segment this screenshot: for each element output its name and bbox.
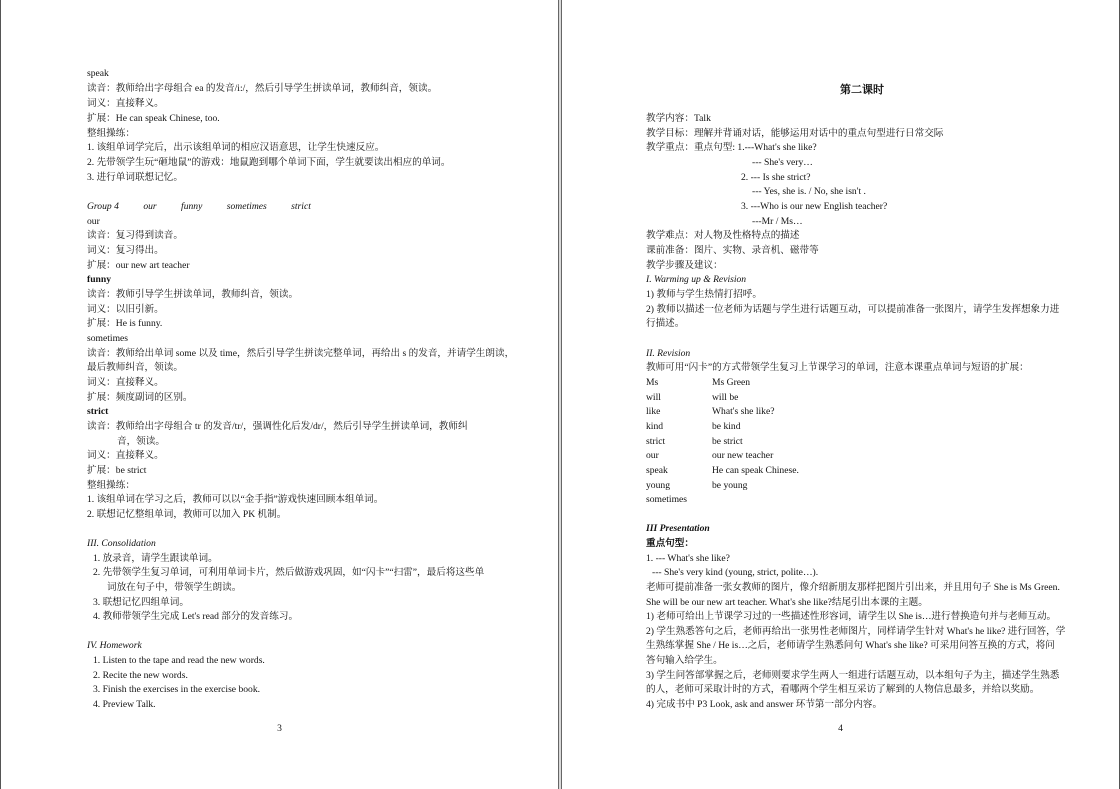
group4-word: sometimes [226,201,267,212]
list-item: 1. 放录音，请学生跟读单词。 [93,553,218,564]
revision-heading: II. Revision [646,348,691,359]
consolidation-heading: III. Consolidation [87,538,156,549]
list-item: 词放在句子中，带领学生朗读。 [107,582,242,593]
text-line: 答句输入给学生。 [646,655,723,666]
phrase-cell: our new teacher [712,450,774,461]
word-cell: young [646,480,670,491]
text-line: --- She's very… [752,157,813,168]
page-number: 4 [838,723,843,734]
text-line: 教师可用“闪卡”的方式带领学生复习上节课学习的单词，注意本课重点单词与短语的扩展： [646,362,1029,373]
table-row [646,421,741,433]
text-line: 最后教师纠音，领读。 [87,362,183,373]
word-cell: sometimes [646,494,688,505]
text-line: --- Yes, she is. / No, she isn't . [752,186,866,197]
text-line: 读音：教师给出字母组合 ea 的发音/i:/，然后引导学生拼读单词，教师纠音，领读。 [87,83,438,94]
text-line: 词义：直接释义。 [87,377,164,388]
word-our: our [87,216,100,227]
text-line: 2. 先带领学生玩“砸地鼠”的游戏：地鼠跑到哪个单词下面，学生就要读出相应的单词。 [87,157,451,168]
text-line: 的人，老师可采取计时的方式，看哪两个学生相互采访了解到的人物信息最多，并给以奖励。 [646,684,1040,695]
phrase-cell: be young [712,480,748,491]
table-row [646,450,773,462]
text-line: 2) 学生熟悉答句之后，老师再给出一张男性老师图片，同样请学生针对 What's he like? 进行回答，学 [646,626,1066,637]
phrase-cell: Ms Green [712,377,751,388]
word-funny: funny [87,274,111,285]
phrase-cell: What's she like? [712,406,775,417]
homework-heading: IV. Homework [87,640,142,651]
text-line: --- She's very kind (young, strict, polite…). [652,567,819,578]
text-line: 整组操练： [87,480,135,491]
presentation-heading: III Presentation [646,523,710,534]
table-row [646,392,738,404]
table-row [646,480,747,492]
text-line: 1. 该组单词在学习之后，教师可以以“金手指”游戏快速回顾本组单词。 [87,494,384,505]
text-line: 1. --- What's she like? [646,553,730,564]
phrase-cell: be kind [712,421,741,432]
word-cell: kind [646,421,664,432]
text-line: 2. --- Is she strict? [741,172,811,183]
text-line: 2) 教师以描述一位老师为话题与学生进行话题互动，可以提前准备一张图片，请学生发挥想象力进 [646,304,1060,315]
page-4 [562,0,1120,789]
text-line: 课前准备：图片、实物、录音机、磁带等 [646,245,819,256]
word-cell: Ms [646,377,659,388]
list-item: 1. Listen to the tape and read the new words. [93,655,265,666]
text-line: 教学目标：理解并背诵对话，能够运用对话中的重点句型进行日常交际 [646,128,944,139]
text-line: 3. ---Who is our new English teacher? [741,201,888,212]
text-line: 行描述。 [646,318,685,329]
lesson-title: 第二课时 [840,84,884,96]
text-line: 词义：直接释义。 [87,450,164,461]
group4-word: funny [181,201,203,212]
word-cell: like [646,406,661,417]
text-line: 老师可提前准备一张女教师的图片，像介绍新朋友那样把图片引出来，并且用句子 She is Ms Green. [646,582,1060,593]
text-line: 3. 进行单词联想记忆。 [87,172,183,183]
text-line: 词义：直接释义。 [87,98,164,109]
list-item: 4. 教师带领学生完成 Let's read 部分的发音练习。 [93,611,299,622]
text-line: 1) 老师可给出上节课学习过的一些描述性形容词，请学生以 She is…进行替换造句并与老师互动。 [646,611,1057,622]
text-line: 教学重点：重点句型: 1.---What's she like? [646,142,817,153]
word-cell: speak [646,465,668,476]
table-row [646,436,743,448]
text-line: 4) 完成书中 P3 Look, ask and answer 环节第一部分内容。 [646,699,883,710]
text-line: 扩展：He is funny. [87,318,163,329]
word-cell: will [646,392,661,403]
list-item: 3. Finish the exercises in the exercise book. [93,684,261,695]
text-line: 教学步骤及建议： [646,260,723,271]
list-item: 3. 联想记忆四组单词。 [93,597,189,608]
text-line: 生熟练掌握 She / He is…之后，老师请学生熟悉问句 What's she like? 可采用问答互换的方式，将问 [646,640,1055,651]
text-line: 2. 联想记忆整组单词，教师可以加入 PK 机制。 [87,509,287,520]
text-line: 扩展：our new art teacher [87,260,190,271]
list-item: 2. 先带领学生复习单词，可利用单词卡片，然后做游戏巩固，如“闪卡”“扫雷”，最后将这些单 [93,567,485,578]
phrase-cell: He can speak Chinese. [712,465,799,476]
text-line: 读音：教师引导学生拼读单词，教师纠音，领读。 [87,289,299,300]
text-line: 整组操练： [87,128,135,139]
text-line: 教学内容：Talk [646,113,711,124]
list-item: 4. Preview Talk. [93,699,156,710]
group4-label: Group 4 [87,201,119,212]
word-cell: our [646,450,659,461]
table-row [646,465,799,477]
text-line: 词义：复习得出。 [87,245,164,256]
group4-word: our [143,201,157,212]
text-line: 1) 教师与学生热情打招呼。 [646,289,762,300]
text-line: 读音：复习得到读音。 [87,230,183,241]
text-line: 教学难点：对人物及性格特点的描述 [646,230,800,241]
text-line: 词义：以旧引新。 [87,304,164,315]
text-line: 1. 该组单词学完后，出示该组单词的相应汉语意思，让学生快速反应。 [87,142,385,153]
table-row [646,377,750,389]
word-sometimes: sometimes [87,333,129,344]
text-line: 读音：教师给出单词 some 以及 time，然后引导学生拼读完整单词，再给出 s 的发音，并请学生朗读， [87,348,515,359]
table-row [646,494,712,506]
page-3 [0,0,558,789]
group4-heading [87,201,333,213]
warming-heading: I. Warming up & Revision [646,274,747,285]
text-line: 扩展：He can speak Chinese, too. [87,113,220,124]
text-line: ---Mr / Ms… [752,216,803,227]
text-line: 音，领读。 [117,436,165,447]
text-line: 3) 学生问答部掌握之后，老师则要求学生两人一组进行话题互动，以本组句子为主，描述学生熟悉 [646,670,1060,681]
word-cell: strict [646,436,666,447]
phrase-cell: will be [712,392,739,403]
key-sentence-label: 重点句型： [646,538,694,549]
word-speak: speak [87,68,109,79]
list-item: 2. Recite the new words. [93,670,188,681]
phrase-cell: be strict [712,436,743,447]
text-line: 读音：教师给出字母组合 tr 的发音/tr/，强调性化后发/dr/，然后引导学生拼读单词，教师纠 [87,421,468,432]
text-line: She will be our new art teacher. What's she like?结尾引出本课的主题。 [646,597,928,608]
word-strict: strict [87,406,109,417]
text-line: 扩展：be strict [87,465,147,476]
page-number: 3 [277,723,282,734]
table-row [646,406,774,418]
group4-word: strict [291,201,311,212]
text-line: 扩展：频度副词的区别。 [87,392,193,403]
